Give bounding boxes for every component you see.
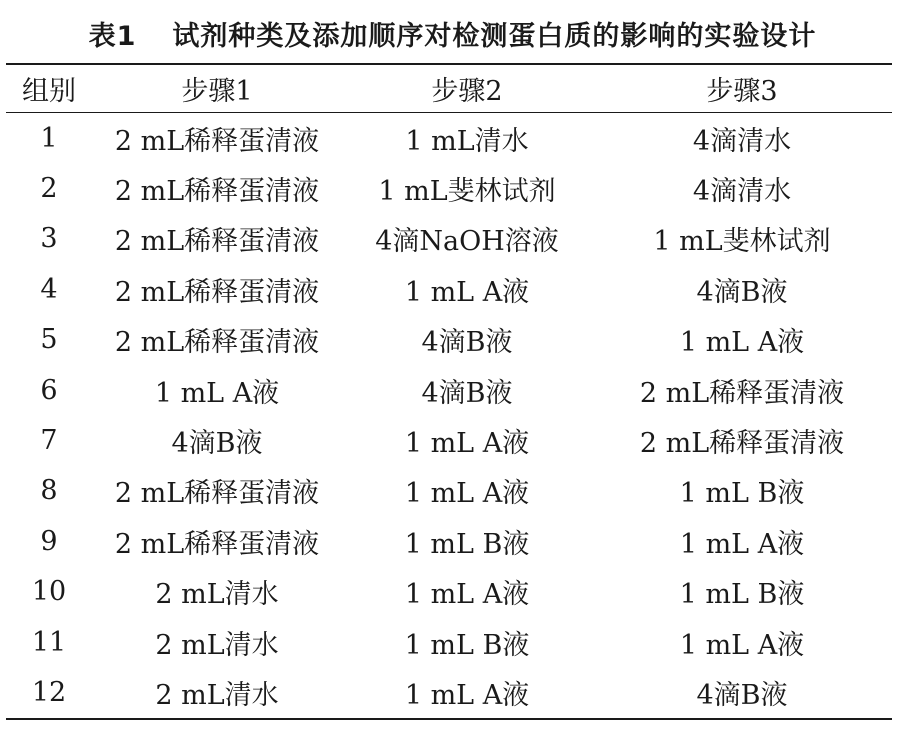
cell-step1: 2 mL稀释蛋清液: [114, 276, 320, 308]
cell-step1: 2 mL稀释蛋清液: [114, 478, 320, 510]
cell-step2: 1 mL A液: [404, 428, 530, 460]
cell-step3: 1 mL A液: [679, 629, 805, 661]
table-caption: [0, 10, 905, 56]
table-row: [6, 163, 892, 213]
cell-group: 4: [40, 273, 58, 305]
cell-group: 10: [31, 576, 67, 608]
bottom-rule: [6, 718, 892, 720]
cell-step1: 2 mL稀释蛋清液: [114, 327, 320, 359]
cell-group: 5: [40, 324, 58, 356]
cell-step2: 1 mL A液: [404, 579, 530, 611]
table-row: [6, 264, 892, 314]
cell-step3: 1 mL斐林试剂: [653, 226, 831, 258]
cell-step2: 4滴B液: [421, 377, 513, 409]
cell-group: 7: [40, 425, 58, 457]
cell-step3: 4滴清水: [692, 125, 792, 157]
table-row: [6, 516, 892, 566]
table-row: [6, 667, 892, 717]
cell-step2: 1 mL B液: [404, 528, 530, 560]
table-row: [6, 466, 892, 516]
cell-step3: 1 mL B液: [679, 478, 805, 510]
cell-group: 2: [40, 173, 58, 205]
cell-step1: 4滴B液: [171, 428, 263, 460]
cell-step3: 4滴清水: [692, 176, 792, 208]
cell-step1: 2 mL稀释蛋清液: [114, 528, 320, 560]
cell-step1: 2 mL稀释蛋清液: [114, 176, 320, 208]
cell-step2: 1 mL A液: [404, 478, 530, 510]
cell-group: 3: [40, 223, 58, 255]
cell-step2: 1 mL A液: [404, 679, 530, 711]
cell-step2: 1 mL B液: [404, 629, 530, 661]
table-row: [6, 315, 892, 365]
cell-step2: 1 mL清水: [405, 125, 529, 157]
cell-step3: 1 mL A液: [679, 528, 805, 560]
cell-step1: 1 mL A液: [154, 377, 280, 409]
cell-step2: 1 mL A液: [404, 276, 530, 308]
cell-step1: 2 mL清水: [155, 579, 279, 611]
table-header: [6, 65, 892, 112]
cell-group: 1: [40, 122, 58, 154]
cell-step2: 4滴NaOH溶液: [375, 226, 559, 258]
cell-group: 6: [40, 374, 58, 406]
table-number: 表1: [88, 20, 137, 52]
cell-step3: 4滴B液: [696, 679, 788, 711]
cell-group: 11: [31, 626, 67, 658]
table-row: [6, 567, 892, 617]
table-body: [6, 113, 892, 718]
table-row: [6, 415, 892, 465]
cell-group: 8: [40, 475, 58, 507]
cell-step1: 2 mL清水: [155, 629, 279, 661]
header-step1: 步骤1: [181, 76, 253, 107]
cell-step1: 2 mL稀释蛋清液: [114, 125, 320, 157]
cell-step1: 2 mL稀释蛋清液: [114, 226, 320, 258]
table-row: [6, 113, 892, 163]
cell-step1: 2 mL清水: [155, 679, 279, 711]
table-row: [6, 617, 892, 667]
header-group: 组别: [22, 76, 76, 107]
header-step2: 步骤2: [431, 76, 503, 107]
cell-group: 9: [40, 525, 58, 557]
cell-step2: 4滴B液: [421, 327, 513, 359]
cell-step3: 2 mL稀释蛋清液: [639, 377, 845, 409]
cell-step2: 1 mL斐林试剂: [378, 176, 556, 208]
cell-step3: 2 mL稀释蛋清液: [639, 428, 845, 460]
table-row: [6, 214, 892, 264]
header-step3: 步骤3: [706, 76, 778, 107]
cell-group: 12: [31, 676, 67, 708]
table-title: 试剂种类及添加顺序对检测蛋白质的影响的实验设计: [172, 20, 817, 52]
cell-step3: 1 mL B液: [679, 579, 805, 611]
cell-step3: 1 mL A液: [679, 327, 805, 359]
cell-step3: 4滴B液: [696, 276, 788, 308]
table-row: [6, 365, 892, 415]
